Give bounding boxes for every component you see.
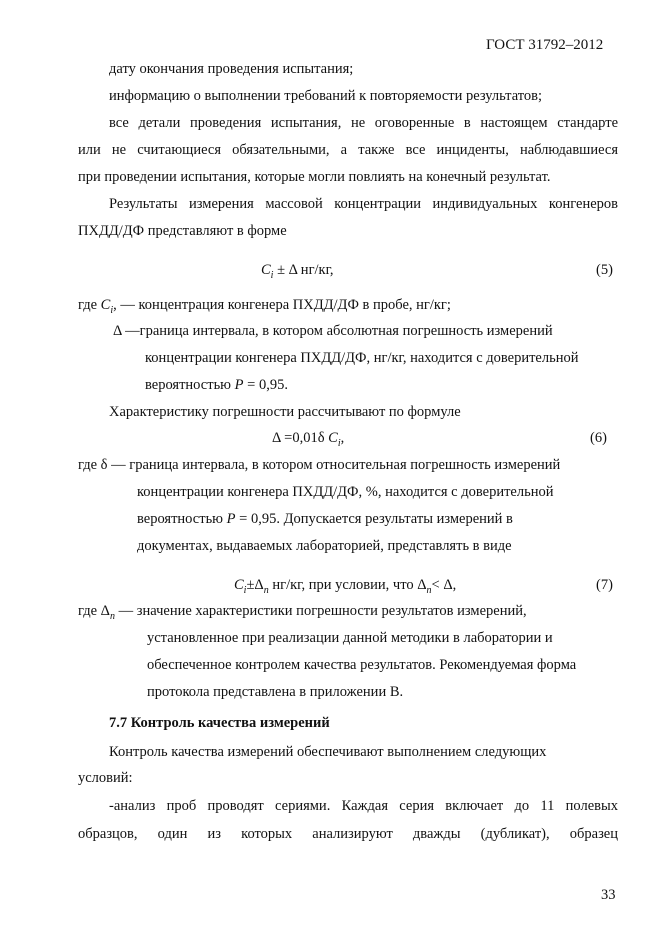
where-definition: где $\Delta_n$ — значение характеристики погрешности результатов измерений, [78,603,527,622]
text-line: все детали проведения испытания, не оговоренные в настоящем стандарте [109,115,618,131]
text-line: образцов, один из которых анализируют дважды (дубликат), образец [78,826,618,842]
equation-5: $C_i \pm \Delta$ нг/кг, [261,262,334,281]
document-id: ГОСТ 31792–2012 [486,37,604,53]
text-line: Характеристику погрешности рассчитывают по формуле [109,404,461,420]
text-line: концентрации конгенера ПХДД/ДФ, нг/кг, находится с доверительной [145,350,579,366]
page-number: 33 [601,887,616,903]
text-line: или не считающиеся обязательными, а также все инциденты, наблюдавшиеся [78,142,618,158]
text-line: Контроль качества измерений обеспечивают выполнением следующих [109,744,547,760]
text-line: при проведении испытания, которые могли повлиять на конечный результат. [78,169,551,185]
equation-number: (5) [596,262,613,278]
text-line: концентрации конгенера ПХДД/ДФ, %, находится с доверительной [137,484,554,500]
text-line: информацию о выполнении требований к повторяемости результатов; [109,88,543,104]
text-line: ПХДД/ДФ представляют в форме [78,223,287,239]
text-line: дату окончания проведения испытания; [109,61,354,77]
text-line: где δ — граница интервала, в котором относительная погрешность измерений [78,457,561,473]
section-heading: 7.7 Контроль качества измерений [109,715,330,731]
text-line: -анализ проб проводят сериями. Каждая серия включает до 11 полевых [109,798,618,814]
text-line: документах, выдаваемых лабораторией, представлять в виде [137,538,512,554]
text-line: установленное при реализации данной методики в лаборатории и [147,630,553,646]
text-line: вероятностью P = 0,95. Допускается результаты измерений в [137,511,513,527]
text-line: протокола представлена в приложении В. [147,684,404,700]
text-line: Δ —граница интервала, в котором абсолютная погрешность измерений [113,323,553,339]
equation-number: (6) [590,430,607,446]
equation-number: (7) [596,577,613,593]
equation-7: $C_i\pm\Delta_n$ нг/кг, при условии, что $\Delta_n< \Delta$, [234,577,457,596]
where-definition: где $C_i$, — концентрация конгенера ПХДД/ДФ в пробе, нг/кг; [78,297,451,316]
text-line: условий: [78,770,133,786]
text-line: Результаты измерения массовой концентрации индивидуальных конгенеров [109,196,618,212]
text-line: вероятностью P = 0,95. [145,377,288,393]
equation-6: Δ =0,01δ $C_i$, [272,430,345,449]
text-line: обеспеченное контролем качества результатов. Рекомендуемая форма [147,657,577,673]
